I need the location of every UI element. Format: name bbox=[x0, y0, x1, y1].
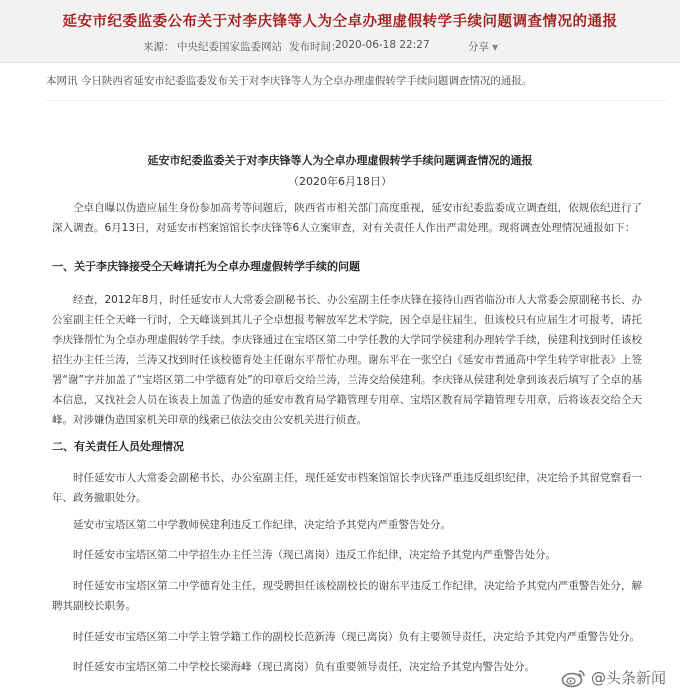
chevron-down-icon: ▼ bbox=[492, 43, 499, 52]
paragraph: 时任延安市宝塔区第二中学德育处主任，现受聘担任该校副校长的谢东平违反工作纪律，决定给予其党内严重警告处分，解聘其副校长职务。 bbox=[52, 580, 642, 612]
weibo-icon bbox=[561, 668, 587, 688]
page-title: 延安市纪委监委公布关于对李庆锋等人为仝卓办理虚假转学手续问题调查情况的通报 bbox=[62, 14, 618, 30]
section-heading: 二、有关责任人员处理情况 bbox=[52, 440, 184, 453]
document-title: 延安市纪委监委关于对李庆锋等人为仝卓办理虚假转学手续问题调查情况的通报 bbox=[147, 154, 533, 167]
intro-text: 本网讯 今日陕西省延安市纪委监委发布关于对李庆锋等人为仝卓办理虚假转学手续问题调查情况的通报。 bbox=[46, 75, 533, 87]
time-label: 发布时间： bbox=[289, 41, 342, 53]
divider bbox=[46, 100, 666, 101]
document-date: （2020年6月18日） bbox=[288, 175, 392, 188]
paragraph: 经查，2012年8月，时任延安市人大常委会副秘书长、办公室副主任李庆锋在接待山西省临汾市人大常委会原副秘书长、办公室副主任仝天峰一行时，仝天峰谈到其儿子仝卓想报考解放军艺术学院，因仝卓是往届生，但该校只有应届生才可报考，请托李庆锋帮忙为仝卓办理虚假转学手续。李庆锋通过在宝塔区第二中学任教的大学同学侯建利办理转学手续，侯建利找到时任该校招生办主任兰涛，兰涛又找到时任该校德育处主任谢东平帮忙办理。谢东平在一张空白《延安市普通高中学生转学审批表》上签署“谢”字并加盖了“宝塔区第二中学德育处”的印章后交给兰涛，兰涛交给侯建利。李庆锋从侯建利处拿到该表后填写了仝卓的基本信息，又找社会人员在该表上加盖了伪造的延安市教育局学籍管理专用章、宝塔区教育局学籍管理专用章，后将该表交给仝天峰。对涉嫌伪造国家机关印章的线索已依法交由公安机关进行侦查。 bbox=[52, 294, 642, 426]
publish-time: 2020-06-18 22:27 bbox=[335, 39, 430, 51]
paragraph: 时任延安市宝塔区第二中学校长梁海峰（现已离岗）负有重要领导责任，决定给予其党内警告处分。 bbox=[73, 661, 535, 673]
share-label: 分享 bbox=[468, 41, 489, 53]
watermark-text: @头条新闻 bbox=[590, 669, 666, 687]
share-button[interactable] bbox=[468, 39, 498, 54]
source-link[interactable]: 中央纪委国家监委网站 bbox=[177, 41, 282, 53]
paragraph: 时任延安市人大常委会副秘书长、办公室副主任，现任延安市档案馆馆长李庆锋严重违反组织纪律，决定给予其留党察看一年、政务撤职处分。 bbox=[52, 472, 642, 504]
paragraph: 时任延安市宝塔区第二中学主管学籍工作的副校长范新涛（现已离岗）负有主要领导责任，决定给予其党内严重警告处分。 bbox=[73, 631, 640, 643]
paragraph: 延安市宝塔区第二中学教师侯建利违反工作纪律，决定给予其党内严重警告处分。 bbox=[73, 519, 451, 531]
watermark bbox=[561, 667, 666, 688]
section-heading: 一、关于李庆锋接受仝天峰请托为仝卓办理虚假转学手续的问题 bbox=[52, 260, 360, 273]
paragraph: 时任延安市宝塔区第二中学招生办主任兰涛（现已离岗）违反工作纪律，决定给予其党内严重警告处分。 bbox=[73, 549, 556, 561]
paragraph: 仝卓自曝以伪造应届生身份参加高考等问题后，陕西省市相关部门高度重视，延安市纪委监委成立调查组，依规依纪进行了深入调查。6月13日，对延安市档案馆馆长李庆锋等6人立案审查，对有关责任人作出严肃处理。现将调查处理情况通报如下： bbox=[52, 202, 642, 234]
source-label: 来源： bbox=[143, 41, 175, 53]
